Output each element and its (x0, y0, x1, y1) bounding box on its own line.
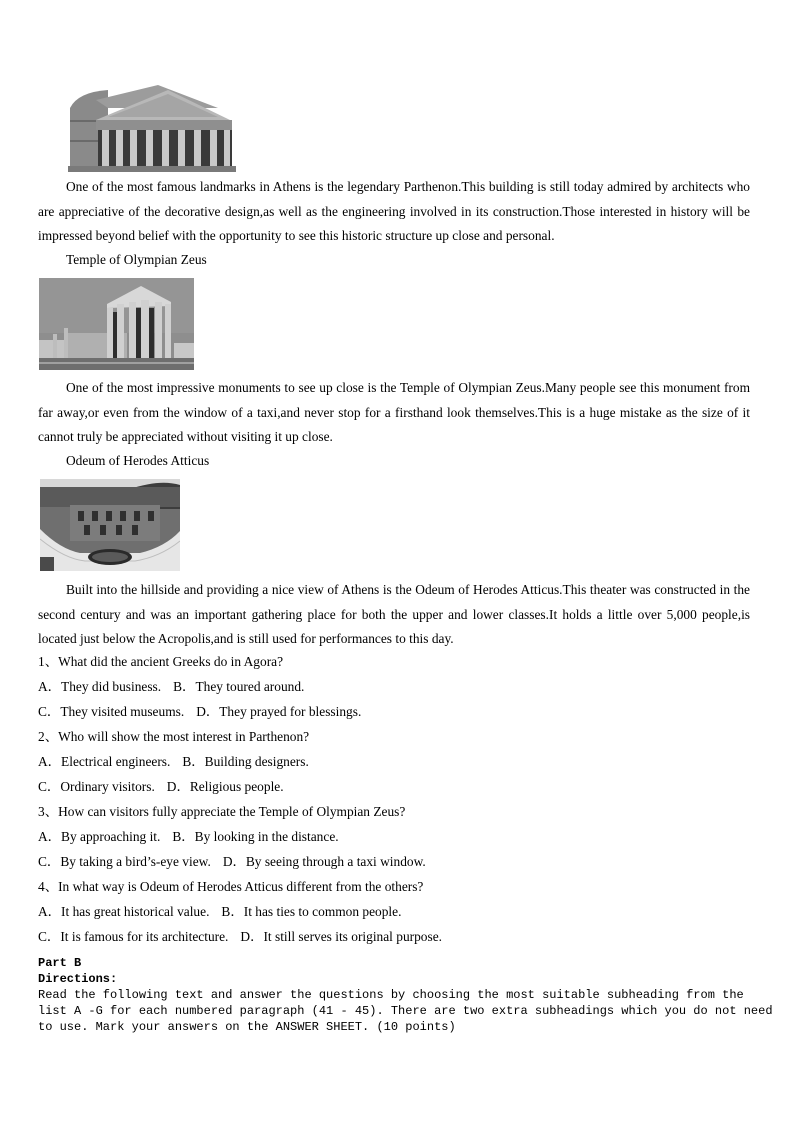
odeum-heading: Odeum of Herodes Atticus (66, 453, 210, 468)
zeus-paragraph: One of the most impressive monuments to see up close is the Temple of Olympian Zeus.Many people see this monument from far away,or even from the window of a taxi,and never stop for a firsthand look themselves.This is a huge mistake as the size of it cannot truly be appreciated without visiting it up close. (38, 380, 750, 444)
question-3-options-row-1 (38, 827, 339, 847)
question-3-option-b[interactable]: B．By looking in the distance. (172, 829, 339, 844)
question-1-options-row-1 (38, 677, 304, 697)
pantheon-image (68, 80, 236, 172)
odeum-paragraph: Built into the hillside and providing a nice view of Athens is the Odeum of Herodes Atticus.This theater was constructed in the second century and was an important gathering place for both the upper and lower classes.It holds a little over 5,000 people,is located just below the Acropolis,and is still used for performances to this day. (38, 582, 750, 646)
question-2-option-d[interactable]: D．Religious people. (166, 779, 284, 794)
question-4-option-c[interactable]: C．It is famous for its architecture. (38, 929, 229, 944)
zeus-heading: Temple of Olympian Zeus (66, 252, 207, 267)
amphitheater-photo-icon (40, 479, 180, 571)
olympian-zeus-image (39, 278, 194, 370)
question-1-option-b[interactable]: B．They toured around. (173, 679, 305, 694)
question-3-option-c[interactable]: C．By taking a bird’s-eye view. (38, 854, 211, 869)
odeum-image (40, 479, 180, 571)
question-4-options-row-1 (38, 902, 401, 922)
question-4-option-b[interactable]: B．It has ties to common people. (221, 904, 402, 919)
part-b-title: Part B (38, 956, 82, 970)
question-2-options-row-1 (38, 752, 309, 772)
question-3-option-a[interactable]: A．By approaching it. (38, 829, 161, 844)
question-3-options-row-2 (38, 852, 426, 872)
question-1-option-c[interactable]: C．They visited museums. (38, 704, 185, 719)
question-3-option-d[interactable]: D．By seeing through a taxi window. (222, 854, 426, 869)
parthenon-paragraph: One of the most famous landmarks in Athens is the legendary Parthenon.This building is still today admired by architects who are appreciative of the decorative design,as well as the engineering involved in its construction.Those interested in history will be impressed beyond belief with the opportunity to see this historic structure up close and personal. (38, 179, 750, 243)
question-4-options-row-2 (38, 927, 442, 947)
directions-line-3: to use. Mark your answers on the ANSWER SHEET. (10 points) (38, 1020, 456, 1034)
question-2-option-a[interactable]: A．Electrical engineers. (38, 754, 171, 769)
directions-line-2: list A -G for each numbered paragraph (41 - 45). There are two extra subheadings which you do not need (38, 1004, 773, 1018)
question-4-option-d[interactable]: D．It still serves its original purpose. (240, 929, 442, 944)
question-4-stem: 4、In what way is Odeum of Herodes Atticus different from the others? (38, 879, 424, 894)
directions-line-1: Read the following text and answer the questions by choosing the most suitable subheading from the (38, 988, 744, 1002)
column-ruins-photo-icon (39, 278, 194, 370)
question-1-stem: 1、What did the ancient Greeks do in Agora? (38, 654, 284, 669)
directions-label: Directions: (38, 972, 118, 986)
part-b-section (38, 955, 773, 1035)
temple-photo-icon (68, 80, 236, 172)
question-2-option-b[interactable]: B．Building designers. (182, 754, 309, 769)
question-1-option-a[interactable]: A．They did business. (38, 679, 162, 694)
question-2-option-c[interactable]: C．Ordinary visitors. (38, 779, 155, 794)
question-1-options-row-2 (38, 702, 361, 722)
question-3-stem: 3、How can visitors fully appreciate the Temple of Olympian Zeus? (38, 804, 406, 819)
question-2-options-row-2 (38, 777, 284, 797)
question-2-stem: 2、Who will show the most interest in Parthenon? (38, 729, 310, 744)
question-4-option-a[interactable]: A．It has great historical value. (38, 904, 210, 919)
question-1-option-d[interactable]: D．They prayed for blessings. (196, 704, 362, 719)
